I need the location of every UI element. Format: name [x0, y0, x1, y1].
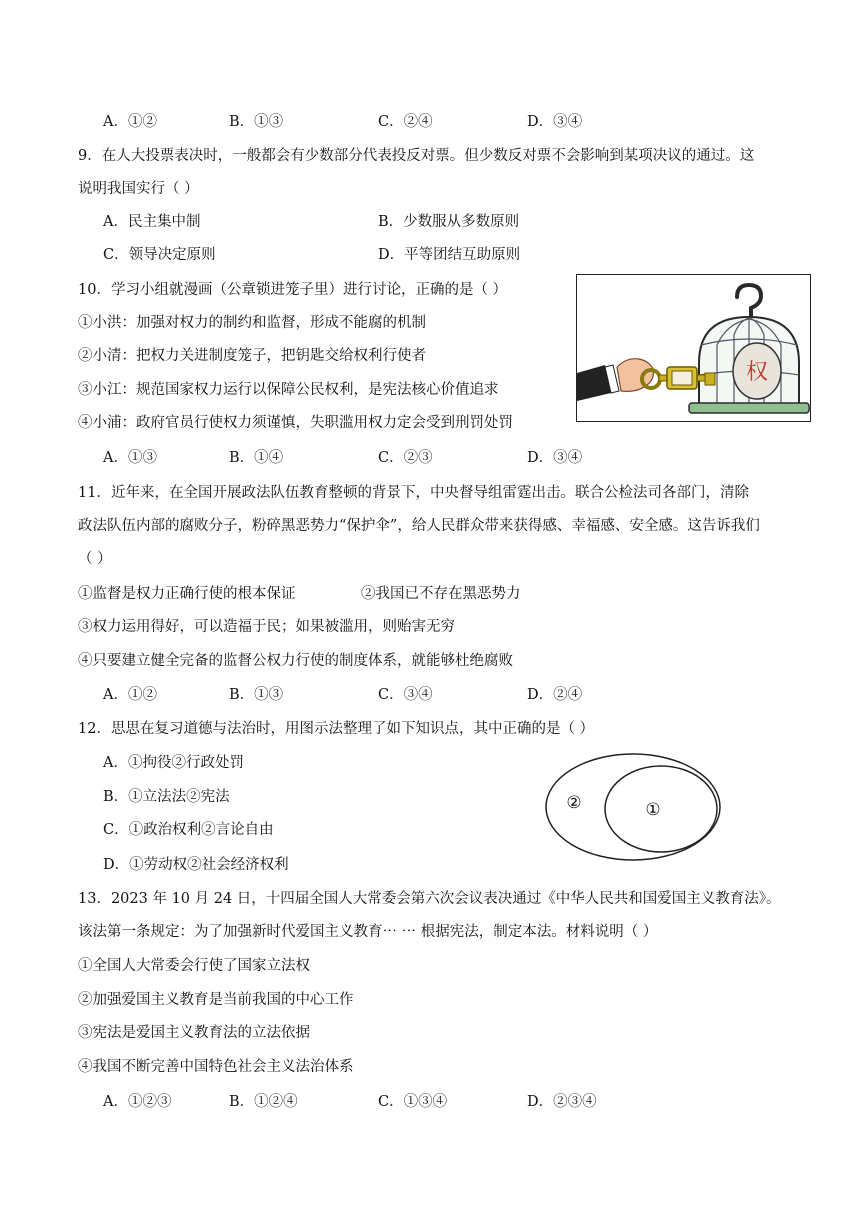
q11-statement-3: ③权力运用得好，可以造福于民；如果被滥用，则贻害无穷	[78, 619, 455, 635]
q11-stem-line3: （ ）	[78, 551, 112, 567]
q11-statement-2: ②我国已不存在黑恶势力	[361, 586, 521, 602]
q12-stem: 12．思思在复习道德与法治时，用图示法整理了如下知识点，其中正确的是（ ）	[78, 721, 595, 737]
q11-stem-line2: 政法队伍内部的腐败分子，粉碎黑恶势力“保护伞”，给人民群众带来获得感、幸福感、安全感。这告诉我们	[78, 518, 760, 534]
q9-option-a: A．民主集中制	[103, 214, 201, 230]
q11-statement-1: ①监督是权力正确行使的根本保证	[78, 586, 296, 602]
q12-option-c: C．①政治权利②言论自由	[103, 822, 274, 838]
q11-option-c: C．③④	[378, 687, 433, 703]
q11-option-b: B．①③	[229, 687, 284, 703]
q13-statement-2: ②加强爱国主义教育是当前我国的中心工作	[78, 992, 354, 1008]
q13-option-d: D．②③④	[527, 1094, 597, 1110]
q11-option-d: D．②④	[527, 687, 583, 703]
q13-option-b: B．①②④	[229, 1094, 298, 1110]
q11-option-a: A．①②	[103, 687, 157, 703]
q8-option-c: C．②④	[378, 114, 433, 130]
q10-statement-3: ③小江：规范国家权力运行以保障公民权利，是宪法核心价值追求	[78, 382, 499, 398]
q10-statement-2: ②小清：把权力关进制度笼子，把钥匙交给权利行使者	[78, 348, 426, 364]
q13-stem-line2: 该法第一条规定：为了加强新时代爱国主义教育⋯ ⋯ 根据宪法，制定本法。材料说明（ ）	[78, 924, 658, 940]
venn-outer-label: ②	[566, 793, 582, 813]
q13-statement-4: ④我国不断完善中国特色社会主义法治体系	[78, 1059, 354, 1075]
q12-option-a: A．①拘役②行政处罚	[103, 755, 244, 771]
q9-option-b: B．少数服从多数原则	[378, 214, 520, 230]
q9-option-d: D．平等团结互助原则	[378, 247, 521, 263]
venn-inner-label: ①	[645, 800, 661, 820]
q11-stem-line1: 11．近年来，在全国开展政法队伍教育整顿的背景下，中央督导组雷霆出击。联合公检法司各部门，清除	[78, 485, 749, 501]
q13-statement-3: ③宪法是爱国主义教育法的立法依据	[78, 1025, 310, 1041]
q10-stem: 10．学习小组就漫画（公章锁进笼子里）进行讨论，正确的是（ ）	[78, 282, 508, 298]
q10-statement-4: ④小浦：政府官员行使权力须谨慎，失职滥用权力定会受到刑罚处罚	[78, 415, 513, 431]
q13-option-a: A．①②③	[103, 1094, 172, 1110]
q11-statement-4: ④只要建立健全完备的监督公权力行使的制度体系，就能够杜绝腐败	[78, 653, 513, 669]
q10-statement-1: ①小洪：加强对权力的制约和监督，形成不能腐的机制	[78, 315, 426, 331]
q13-option-c: C．①③④	[378, 1094, 448, 1110]
q12-option-d: D．①劳动权②社会经济权利	[103, 857, 289, 873]
q13-statement-1: ①全国人大常委会行使了国家立法权	[78, 958, 310, 974]
stamp-character: 权	[745, 360, 769, 385]
q9-stem-line1: 9．在人大投票表决时，一般都会有少数部分代表投反对票。但少数反对票不会影响到某项决议的通过。这	[78, 148, 755, 164]
venn-diagram	[544, 752, 722, 862]
q8-option-b: B．①③	[229, 114, 284, 130]
q8-option-d: D．③④	[527, 114, 583, 130]
q10-option-a: A．①③	[103, 450, 157, 466]
q10-option-d: D．③④	[527, 450, 583, 466]
q9-stem-line2: 说明我国实行（ ）	[78, 181, 199, 197]
q13-stem-line1: 13．2023 年 10 月 24 日，十四届全国人大常委会第六次会议表决通过《中华人民共和国爱国主义教育法》。	[78, 891, 781, 907]
q10-option-b: B．①④	[229, 450, 284, 466]
q10-option-c: C．②③	[378, 450, 433, 466]
venn-inner-ellipse	[605, 766, 717, 852]
q8-option-a: A．①②	[103, 114, 157, 130]
cartoon-stamp-in-cage	[576, 274, 811, 422]
q9-option-c: C．领导决定原则	[103, 247, 216, 263]
q12-option-b: B．①立法法②宪法	[103, 789, 230, 805]
